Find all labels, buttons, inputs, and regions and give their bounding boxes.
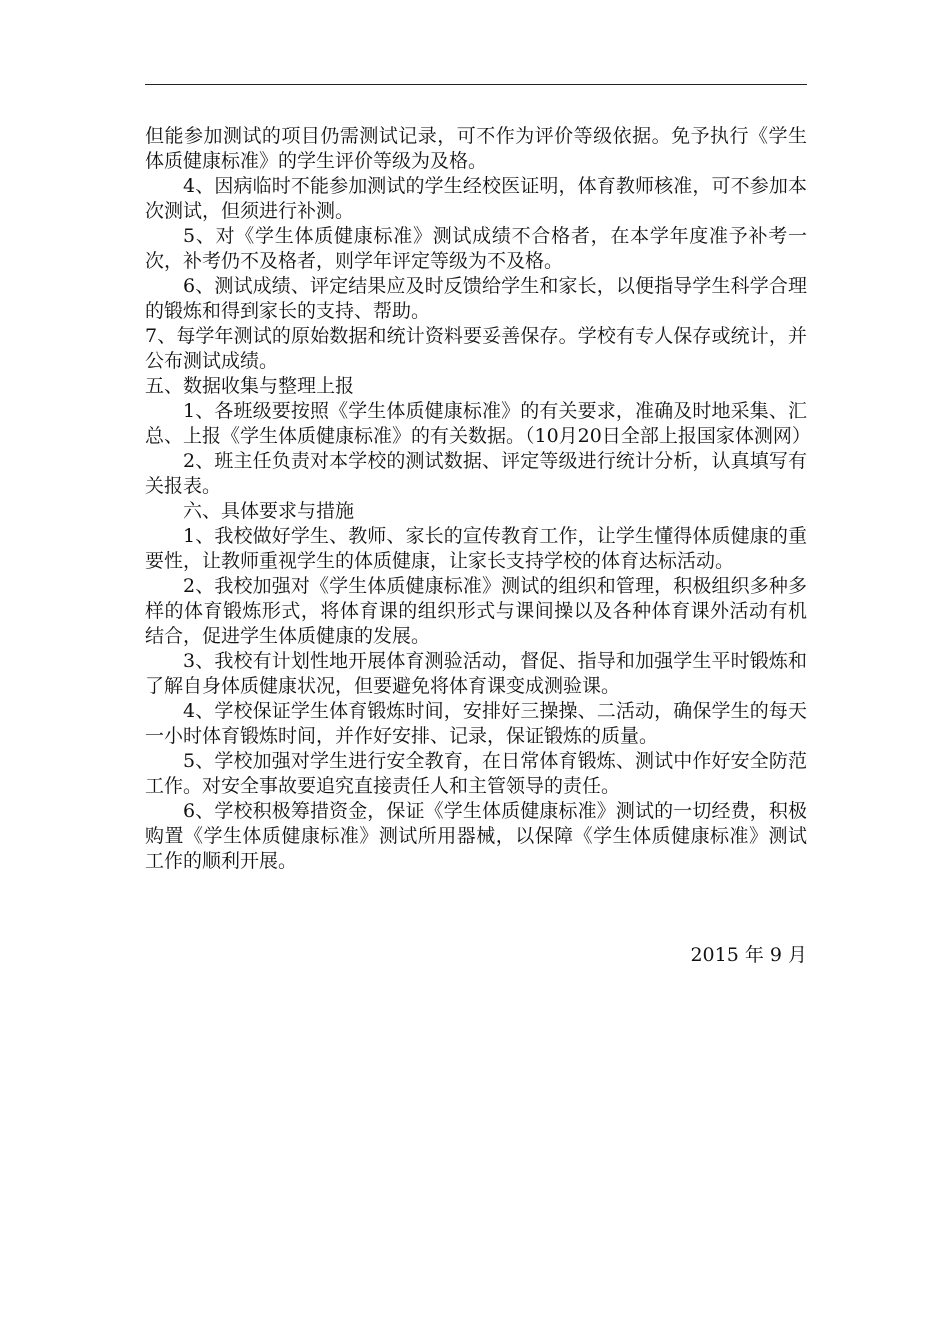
- paragraph: 3、我校有计划性地开展体育测验活动，督促、指导和加强学生平时锻炼和了解自身体质健康状况，但要避免将体育课变成测验课。: [145, 650, 807, 697]
- paragraph: 7、每学年测试的原始数据和统计资料要妥善保存。学校有专人保存或统计，并公布测试成绩。: [145, 325, 807, 372]
- paragraph: 5、对《学生体质健康标准》测试成绩不合格者，在本学年度准予补考一次，补考仍不及格者，则学年评定等级为不及格。: [145, 225, 807, 272]
- paragraph: 1、我校做好学生、教师、家长的宣传教育工作，让学生懂得体质健康的重要性，让教师重视学生的体质健康，让家长支持学校的体育达标活动。: [145, 525, 807, 572]
- section-heading: 五、数据收集与整理上报: [145, 375, 355, 397]
- document-date: 2015 年 9 月: [690, 944, 807, 966]
- paragraph: 4、学校保证学生体育锻炼时间，安排好三操操、二活动，确保学生的每天一小时体育锻炼时间，并作好安排、记录，保证锻炼的质量。: [145, 700, 807, 747]
- section-heading: 六、具体要求与措施: [183, 500, 355, 522]
- paragraph: 1、各班级要按照《学生体质健康标准》的有关要求，准确及时地采集、汇总、上报《学生体质健康标准》的有关数据。（10月20日全部上报国家体测网）: [145, 400, 811, 447]
- paragraph: 但能参加测试的项目仍需测试记录，可不作为评价等级依据。免予执行《学生体质健康标准》的学生评价等级为及格。: [145, 125, 807, 172]
- paragraph: 2、班主任负责对本学校的测试数据、评定等级进行统计分析，认真填写有关报表。: [145, 450, 807, 497]
- paragraph: 2、我校加强对《学生体质健康标准》测试的组织和管理，积极组织多种多样的体育锻炼形式，将体育课的组织形式与课间操以及各种体育课外活动有机结合，促进学生体质健康的发展。: [145, 575, 807, 647]
- header-rule: [145, 84, 807, 85]
- document-body: [145, 124, 811, 874]
- paragraph: 5、学校加强对学生进行安全教育，在日常体育锻炼、测试中作好安全防范工作。对安全事故要追究直接责任人和主管领导的责任。: [145, 750, 807, 797]
- paragraph: 6、测试成绩、评定结果应及时反馈给学生和家长，以便指导学生科学合理的锻炼和得到家长的支持、帮助。: [145, 275, 807, 322]
- paragraph: 4、因病临时不能参加测试的学生经校医证明，体育教师核准，可不参加本次测试，但须进行补测。: [145, 175, 807, 222]
- paragraph: 6、学校积极筹措资金，保证《学生体质健康标准》测试的一切经费，积极购置《学生体质健康标准》测试所用器械，以保障《学生体质健康标准》测试工作的顺利开展。: [145, 800, 807, 872]
